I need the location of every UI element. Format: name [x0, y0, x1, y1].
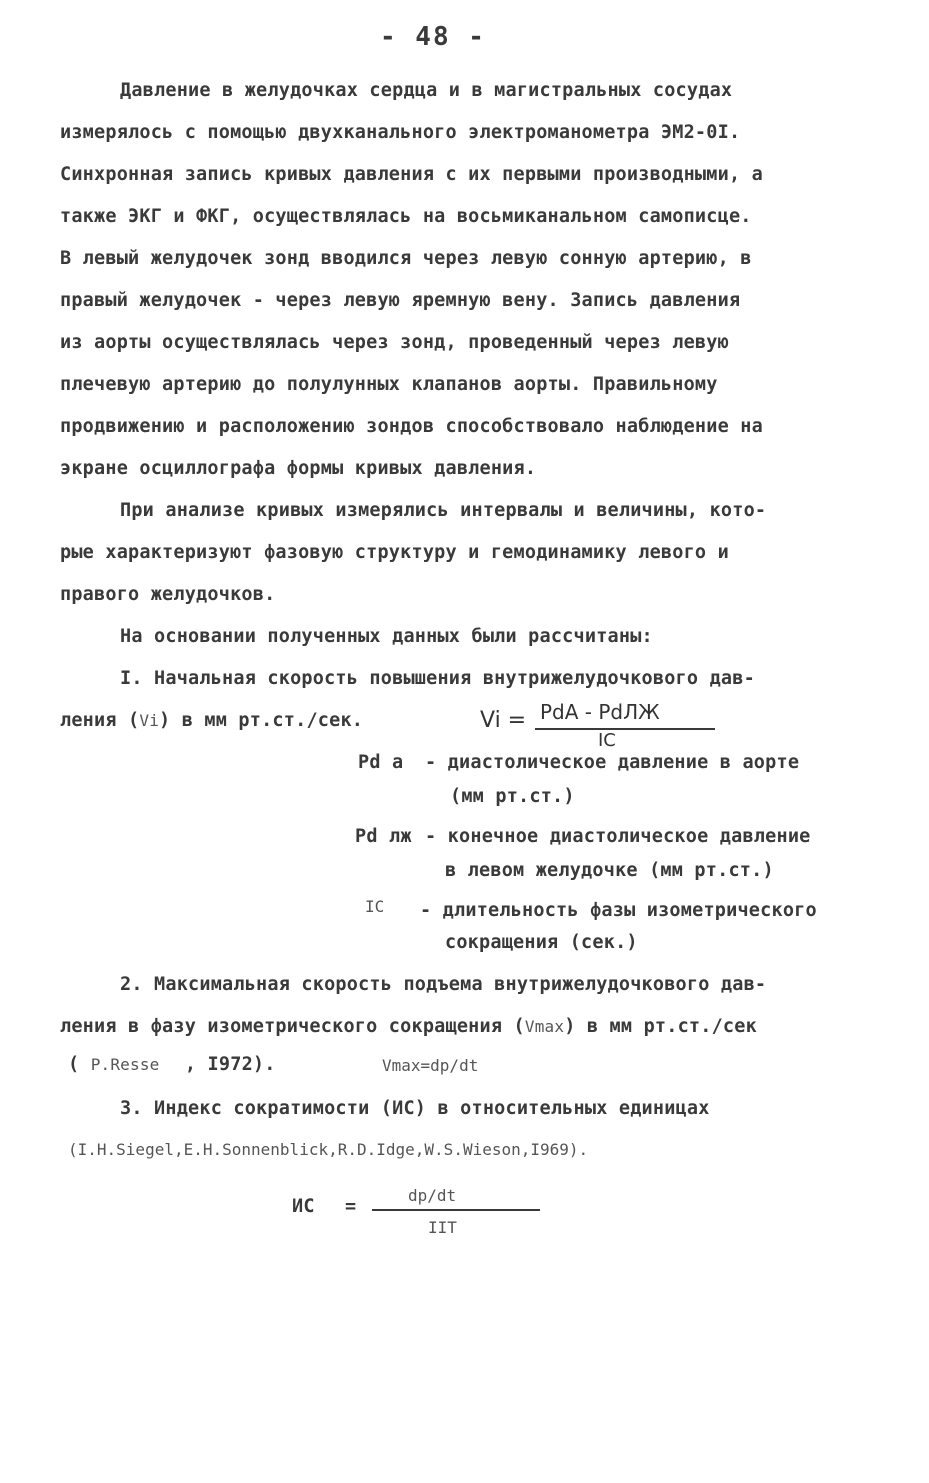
formula-denominator: IC — [598, 730, 616, 751]
formula-lhs: ИС — [292, 1196, 315, 1217]
definition-symbol: IC — [365, 897, 385, 916]
text-line: продвижению и расположению зондов способствовало наблюдение на — [60, 416, 763, 437]
formula-eq: = — [345, 1196, 357, 1217]
definition-text: - диастолическое давление в аорте — [425, 752, 800, 773]
definition-symbol: Pd а — [358, 752, 404, 773]
text-line: При анализе кривых измерялись интервалы и величины, кото- — [120, 500, 767, 521]
formula-lhs: Vi = — [480, 708, 527, 733]
text-line — [60, 710, 363, 731]
formula-denominator: IIT — [428, 1218, 457, 1237]
citation-author: P.Resse — [90, 1055, 160, 1074]
formula-vmax: Vmax=dp/dt — [382, 1056, 479, 1075]
text-line: из аорты осуществлялась через зонд, проведенный через левую — [60, 332, 729, 353]
text-line: Синхронная запись кривых давления с их первыми производными, а — [60, 164, 763, 185]
text-line: 2. Максимальная скорость подъема внутрижелудочкового дав- — [120, 974, 767, 995]
fraction-line — [535, 728, 715, 730]
text-line: измерялось с помощью двухканального электроманометра ЭМ2-0I. — [60, 122, 741, 143]
text-line: 3. Индекс сократимости (ИС) в относительных единицах — [120, 1098, 710, 1119]
citation-year: , I972). — [184, 1054, 276, 1075]
definition-text: - длительность фазы изометрического — [420, 900, 817, 921]
definition-text: сокращения (сек.) — [445, 932, 638, 953]
page-number: - 48 - — [380, 22, 486, 52]
fraction-line — [372, 1209, 540, 1211]
text-fragment: ( — [68, 1054, 80, 1075]
text-line: плечевую артерию до полулунных клапанов аорты. Правильному — [60, 374, 718, 395]
definition-text: в левом желудочке (мм рт.ст.) — [445, 860, 774, 881]
definition-text: (мм рт.ст.) — [450, 786, 575, 807]
text-fragment: ) в мм рт.ст./сек. — [159, 710, 364, 731]
text-line: В левый желудочек зонд вводился через левую сонную артерию, в — [60, 248, 752, 269]
text-line: правого желудочков. — [60, 584, 276, 605]
text-line: Давление в желудочках сердца и в магистральных сосудах — [120, 80, 733, 101]
text-fragment: ления в фазу изометрического сокращения ( — [60, 1016, 525, 1037]
text-line: экране осциллографа формы кривых давления. — [60, 458, 537, 479]
text-line: также ЭКГ и ФКГ, осуществлялась на восьмиканальном самописце. — [60, 206, 752, 227]
definition-text: - конечное диастолическое давление — [425, 826, 811, 847]
text-line — [60, 1016, 757, 1037]
symbol-vi: Vi — [139, 711, 160, 730]
text-fragment: ) в мм рт.ст./сек — [564, 1016, 757, 1037]
text-fragment: ления ( — [60, 710, 140, 731]
citation: (I.H.Siegel,E.H.Sonnenblick,R.D.Idge,W.S.Wieson,I969). — [68, 1140, 589, 1159]
text-line: правый желудочек - через левую яремную вену. Запись давления — [60, 290, 741, 311]
formula-numerator: PdA - PdЛЖ — [540, 700, 660, 724]
text-line: рые характеризуют фазовую структуру и гемодинамику левого и — [60, 542, 729, 563]
paragraph-3: На основании полученных данных были рассчитаны: — [120, 626, 653, 647]
text-line: I. Начальная скорость повышения внутрижелудочкового дав- — [120, 668, 755, 689]
citation — [68, 1054, 276, 1075]
definition-symbol: Pd лж — [355, 826, 412, 847]
symbol-vmax: Vmax — [524, 1017, 565, 1036]
formula-numerator: dp/dt — [408, 1186, 457, 1205]
